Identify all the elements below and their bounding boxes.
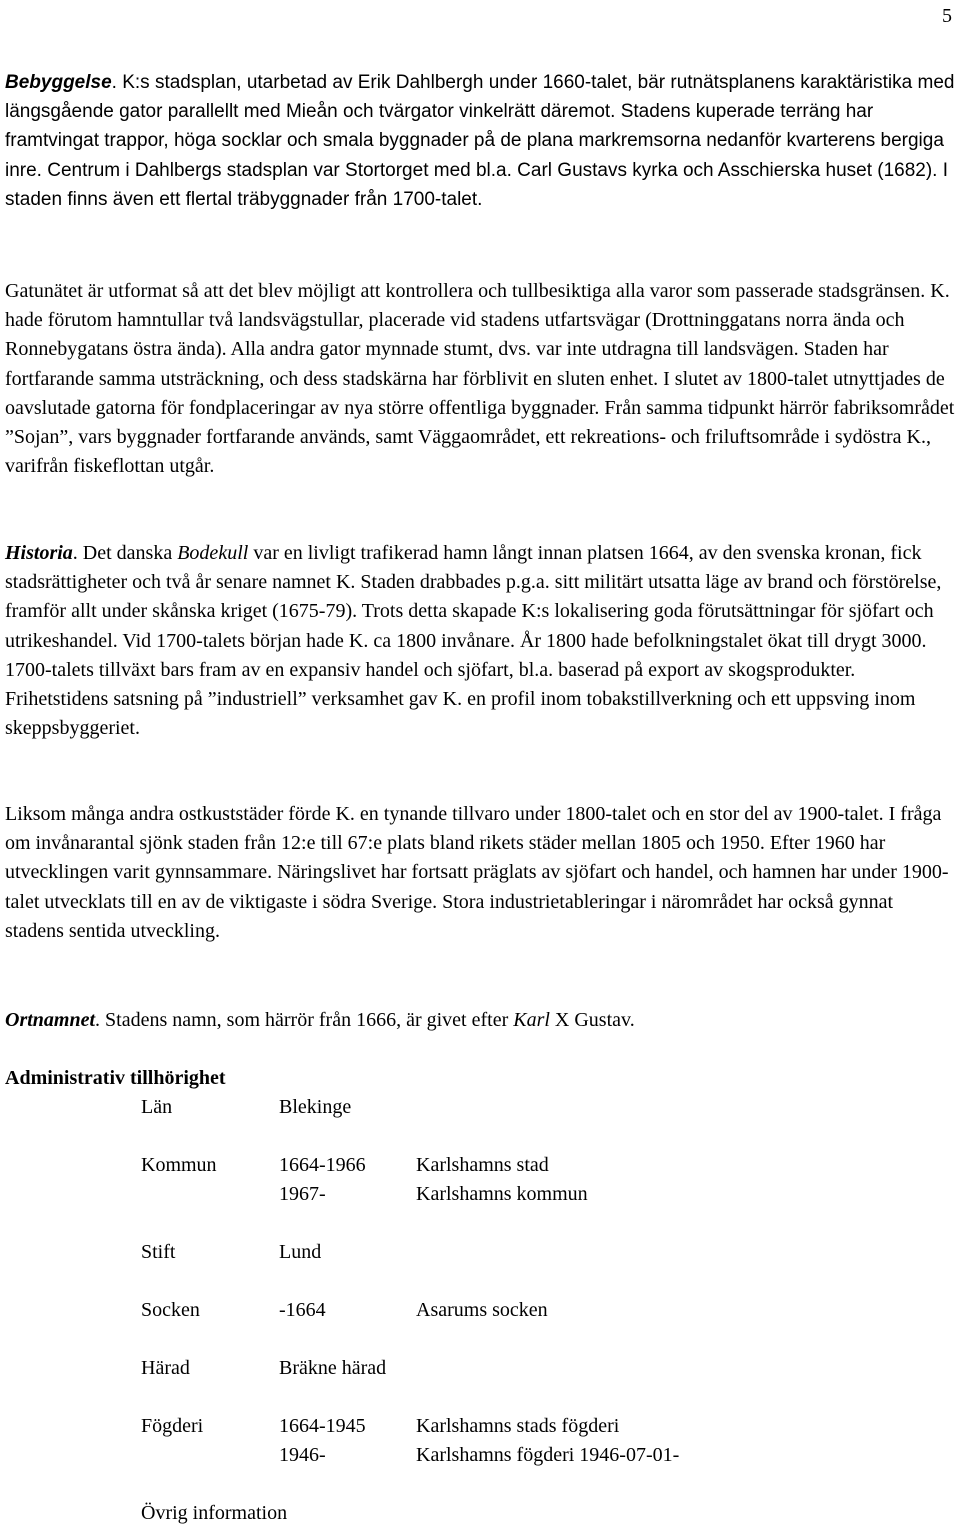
page-number: 5 — [942, 5, 952, 27]
admin-label-kommun: Kommun — [141, 1154, 217, 1176]
historia-paragraph — [5, 539, 955, 743]
admin-value-fogderi-2: Karlshamns fögderi 1946-07-01- — [416, 1444, 680, 1466]
historia-heading: Historia — [5, 542, 73, 564]
admin-label-lan: Län — [141, 1096, 173, 1118]
bebyggelse-heading: Bebyggelse — [5, 72, 112, 93]
admin-value-fogderi-1: Karlshamns stads fögderi — [416, 1415, 620, 1437]
admin-period-socken: -1664 — [279, 1299, 326, 1321]
admin-period-kommun-1: 1664-1966 — [279, 1154, 366, 1176]
bebyggelse-text: . K:s stadsplan, utarbetad av Erik Dahlbergh under 1660-talet, bär rutnätsplanens karaktäristika med längsgående gator parallellt med Mieån och tvärgator vinkelrätt däremot. Stadens kuperade terräng har framtvingat trappor, höga socklar och smala byggnader på de plana markremsorna nedanför kvarterens bergiga inre. Centrum i Dahlbergs stadsplan var Stortorget med bl.a. Carl Gustavs kyrka och Asschierska huset (1682). I staden finns även ett flertal träbyggnader från 1700-talet. — [5, 72, 955, 210]
admin-period-fogderi-1: 1664-1945 — [279, 1415, 366, 1437]
ortnamnet-text-a: . Stadens namn, som härrör från 1666, är givet efter — [95, 1009, 514, 1031]
admin-value-harad: Bräkne härad — [279, 1357, 387, 1379]
admin-heading: Administrativ tillhörighet — [5, 1067, 226, 1089]
karl-term: Karl — [513, 1009, 550, 1031]
admin-label-socken: Socken — [141, 1299, 200, 1321]
ortnamnet-paragraph — [5, 1006, 955, 1035]
admin-label-harad: Härad — [141, 1357, 190, 1379]
admin-label-fogderi: Fögderi — [141, 1415, 204, 1437]
ortnamnet-text-b: X Gustav. — [549, 1009, 635, 1031]
historia-text-a: . Det danska — [72, 542, 178, 564]
admin-period-fogderi-2: 1946- — [279, 1444, 326, 1466]
admin-value-lan: Blekinge — [279, 1096, 352, 1118]
admin-label-stift: Stift — [141, 1241, 176, 1263]
gatunatet-paragraph: Gatunätet är utformat så att det blev möjligt att kontrollera och tullbesiktiga alla varor som passerade stadsgränsen. K. hade förutom hamntullar två landsvägstullar, placerade vid stadens utfartsvägar (Drottninggatans norra ända och Ronnebygatans östra ända). Alla andra gator mynnade stumt, dvs. var inte utdragna till landsvägen. Staden har fortfarande samma utsträckning, och dess stadskärna har förblivit en sluten enhet. I slutet av 1800-talet utnyttjades de oavslutade gatorna för fondplaceringar av nya större offentliga byggnader. Från samma tidpunkt härrör fabriksområdet ”Sojan”, vars byggnader fortfarande används, samt Väggaområdet, ett rekreations- och friluftsområde i sydöstra K., varifrån fiskeflottan utgår. — [5, 280, 955, 478]
historia-paragraph-2: Liksom många andra ostkuststäder förde K. en tynande tillvaro under 1800-talet och en stor del av 1900-talet. I fråga om invånarantal sjönk staden från 12:e till 67:e plats bland rikets städer mellan 1805 och 1950. Efter 1960 har utvecklingen varit gynnsammare. Näringslivet har fortsatt präglats av sjöfart och handel, och hamnen har under 1900-talet utvecklats till en av de viktigaste i södra Sverige. Stora industrietableringar i närområdet har också gynnat stadens sentida utveckling. — [5, 803, 949, 942]
admin-value-kommun-2: Karlshamns kommun — [416, 1183, 588, 1205]
admin-label-ovrig: Övrig information — [141, 1502, 288, 1524]
ortnamnet-heading: Ortnamnet — [5, 1009, 96, 1031]
admin-value-kommun-1: Karlshamns stad — [416, 1154, 549, 1176]
historia-text-b: var en livligt trafikerad hamn långt innan platsen 1664, av den svenska kronan, fick stadsrättigheter och två år senare namnet K. Staden drabbades p.g.a. sitt militärt utsatta läge av brand och förstörelse, framför allt under skånska kriget (1675-79). Trots detta skapade K:s lokalisering goda förutsättningar för sjöfart och utrikeshandel. Vid 1700-talets början hade K. ca 1800 invånare. År 1800 hade befolkningstalet ökat till drygt 3000. 1700-talets tillväxt bars fram av en expansiv handel och sjöfart, bl.a. baserad på export av skogsprodukter. Frihetstidens satsning på ”industriell” verksamhet gav K. en profil inom tobakstillverkning och ett uppsving inom skeppsbyggeriet. — [5, 542, 942, 740]
bebyggelse-paragraph — [5, 68, 955, 214]
admin-period-kommun-2: 1967- — [279, 1183, 326, 1205]
admin-value-socken: Asarums socken — [416, 1299, 548, 1321]
bodekull-term: Bodekull — [177, 542, 249, 564]
admin-value-stift: Lund — [279, 1241, 322, 1263]
